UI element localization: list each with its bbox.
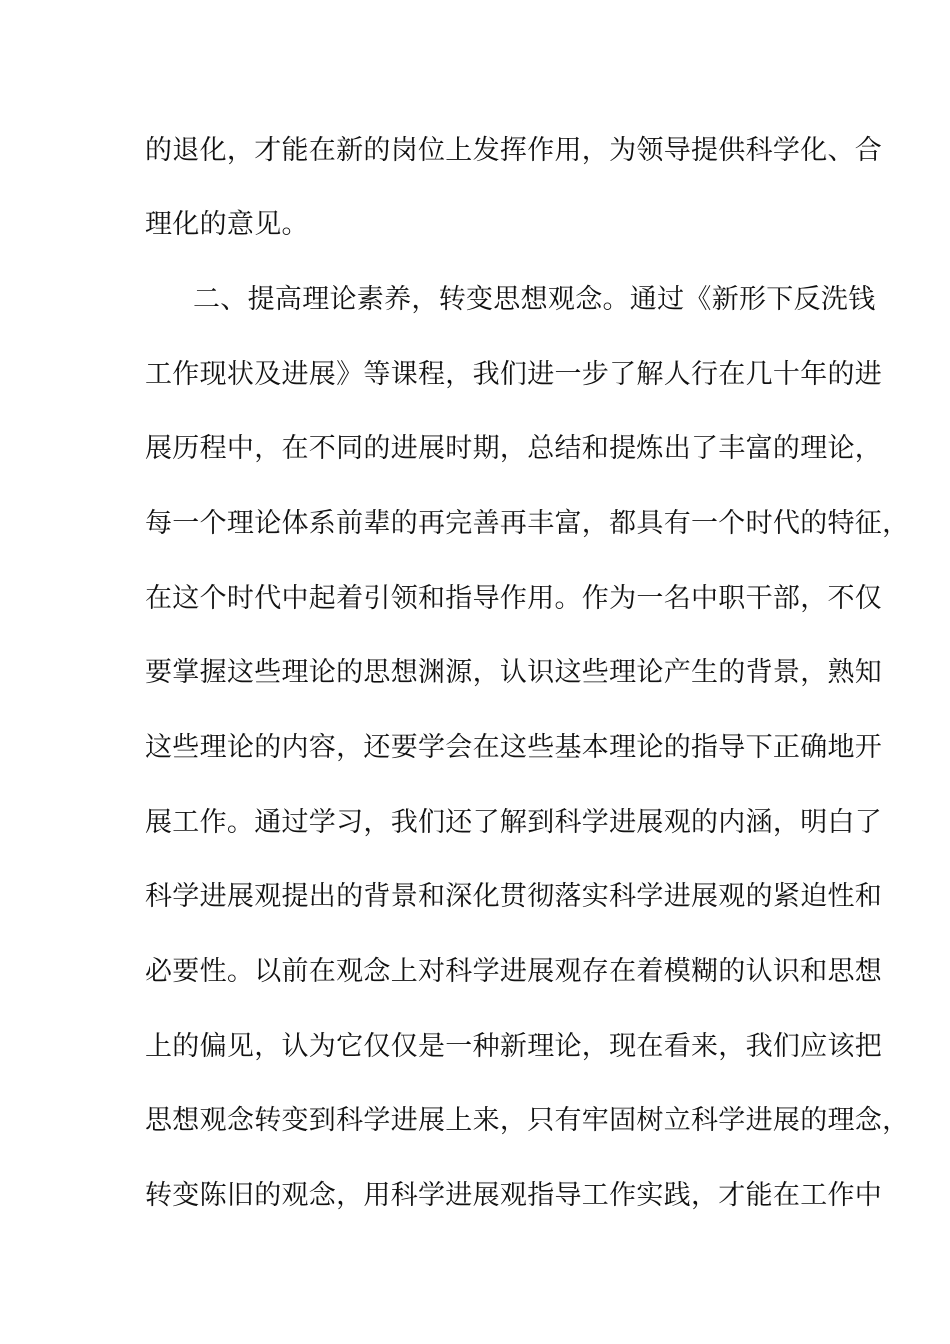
text-line: 工作现状及进展》等课程，我们进一步了解人行在几十年的进 bbox=[145, 359, 883, 390]
text-line: 展历程中，在不同的进展时期，总结和提炼出了丰富的理论， bbox=[145, 433, 883, 464]
text-line: 科学进展观提出的背景和深化贯彻落实科学进展观的紧迫性和 bbox=[145, 881, 883, 912]
text-line: 这些理论的内容，还要学会在这些基本理论的指导下正确地开 bbox=[145, 732, 883, 763]
text-line: 的退化，才能在新的岗位上发挥作用，为领导提供科学化、合 bbox=[145, 135, 883, 166]
text-line: 必要性。以前在观念上对科学进展观存在着模糊的认识和思想 bbox=[145, 956, 883, 987]
text-line: 在这个时代中起着引领和指导作用。作为一名中职干部，不仅 bbox=[145, 583, 883, 614]
text-line: 上的偏见，认为它仅仅是一种新理论，现在看来，我们应该把 bbox=[145, 1031, 883, 1062]
text-line: 转变陈旧的观念，用科学进展观指导工作实践，才能在工作中 bbox=[145, 1180, 883, 1211]
section-heading-line: 二、提高理论素养，转变思想观念。通过《新形下反洗钱 bbox=[193, 284, 876, 315]
text-line: 理化的意见。 bbox=[145, 209, 309, 240]
text-line: 要掌握这些理论的思想渊源，认识这些理论产生的背景，熟知 bbox=[145, 657, 883, 688]
text-line: 展工作。通过学习，我们还了解到科学进展观的内涵，明白了 bbox=[145, 807, 883, 838]
text-line: 思想观念转变到科学进展上来，只有牢固树立科学进展的理念， bbox=[145, 1105, 910, 1136]
text-line: 每一个理论体系前辈的再完善再丰富，都具有一个时代的特征， bbox=[145, 508, 910, 539]
